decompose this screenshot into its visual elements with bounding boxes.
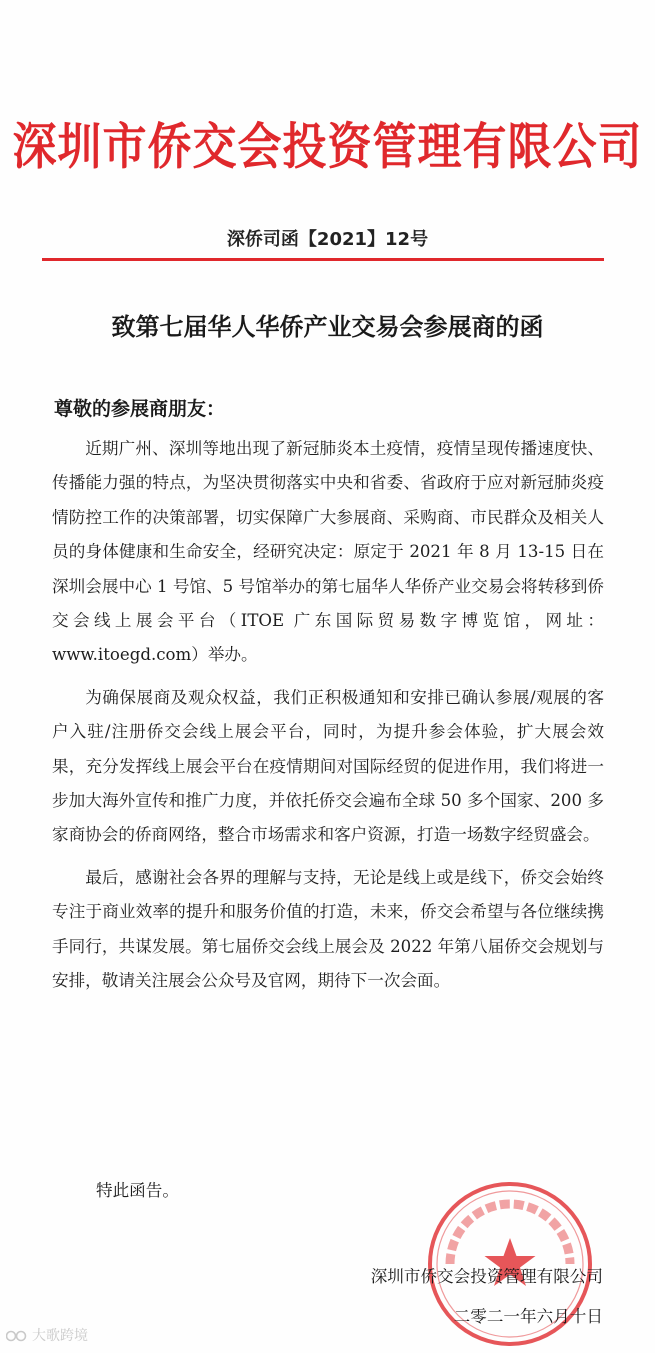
signature-date: 二零二一年六月十日 bbox=[453, 1307, 603, 1326]
kdd-logo-icon bbox=[6, 1329, 28, 1343]
watermark bbox=[6, 1326, 88, 1346]
letterhead-divider bbox=[42, 258, 604, 261]
letter-closing: 特此函告。 bbox=[96, 1181, 179, 1200]
signature-company: 深圳市侨交会投资管理有限公司 bbox=[370, 1267, 603, 1286]
letter-body bbox=[52, 432, 604, 1007]
letter-title: 致第七届华人华侨产业交易会参展商的函 bbox=[111, 313, 544, 341]
letter-greeting: 尊敬的参展商朋友： bbox=[54, 398, 226, 420]
document-number: 深侨司函【2021】12号 bbox=[226, 229, 429, 250]
watermark-text: 大歌跨境 bbox=[32, 1328, 88, 1344]
letterhead-company: 深圳市侨交会投资管理有限公司 bbox=[12, 118, 643, 176]
body-paragraph: 近期广州、深圳等地出现了新冠肺炎本土疫情，疫情呈现传播速度快、传播能力强的特点，为坚决贯彻落实中央和省委、省政府于应对新冠肺炎疫情防控工作的决策部署，切实保障广大参展商、采购商、市民群众及相关人员的身体健康和生命安全，经研究决定：原定于 2021 年 8 月 13-15 日在深圳会展中心 1 号馆、5 号馆举办的第七届华人华侨产业交易会将转移到侨交会线上展会平台（ITOE 广东国际贸易数字博览馆，网址：www.itoegd.com）举办。 bbox=[52, 439, 604, 665]
body-paragraph: 最后，感谢社会各界的理解与支持，无论是线上或是线下，侨交会始终专注于商业效率的提升和服务价值的打造，未来，侨交会希望与各位继续携手同行，共谋发展。第七届侨交会线上展会及 2022 年第八届侨交会规划与安排，敬请关注展会公众号及官网，期待下一次会面。 bbox=[52, 867, 604, 991]
body-paragraph: 为确保展商及观众权益，我们正积极通知和安排已确认参展/观展的客户入驻/注册侨交会线上展会平台，同时，为提升参会体验，扩大展会效果，充分发挥线上展会平台在疫情期间对国际经贸的促进作用，我们将进一步加大海外宣传和推广力度，并依托侨交会遍布全球 50 多个国家、200 多家商协会的侨商网络，整合市场需求和客户资源，打造一场数字经贸盛会。 bbox=[52, 687, 604, 845]
